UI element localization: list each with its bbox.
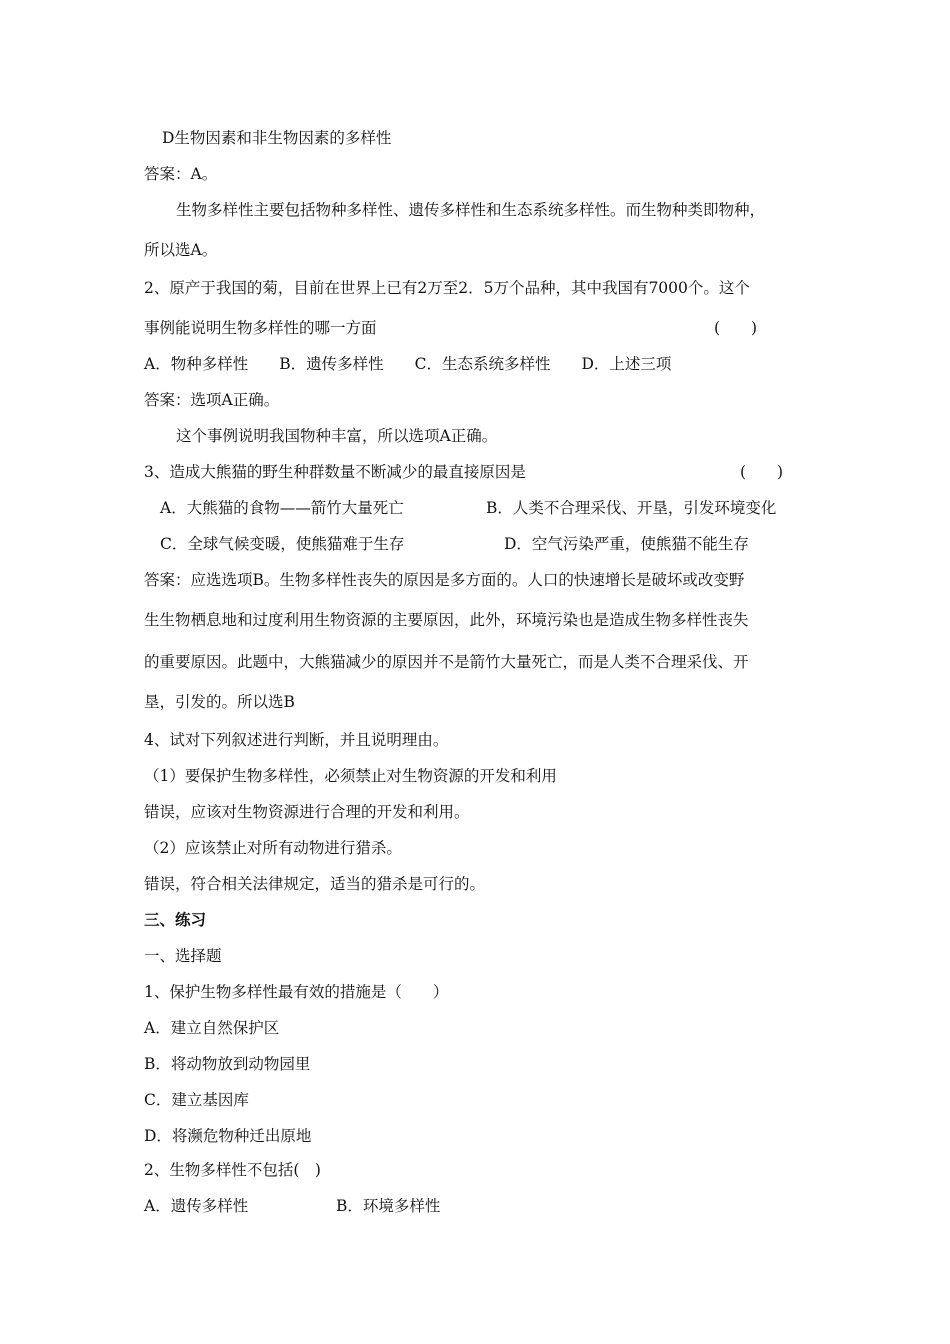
explanation-line: 生物多样性主要包括物种多样性、遗传多样性和生态系统多样性。而生物种类即物种， (176, 201, 766, 219)
explanation-line: 这个事例说明我国物种丰富，所以选项A正确。 (176, 427, 498, 445)
exercise-2-text: 2、生物多样性不包括( ) (144, 1161, 321, 1179)
explanation-line: 垦，引发的。所以选B (144, 693, 295, 711)
question-2-line-1: 2、原产于我国的菊，目前在世界上已有2万至2．5万个品种，其中我国有7000个。这个 (144, 279, 750, 297)
answer-line: 答案：选项A正确。 (144, 391, 280, 409)
explanation-line: 所以选A。 (144, 241, 218, 259)
answer-line: 答案：A。 (144, 165, 218, 183)
question-2-options: A．物种多样性 B．遗传多样性 C．生态系统多样性 D．上述三项 (144, 355, 672, 373)
option-a: A．建立自然保护区 (144, 1019, 280, 1037)
option-b: B．环境多样性 (336, 1197, 441, 1215)
section-heading: 三、练习 (144, 910, 207, 929)
answer-blank: ( ) (714, 319, 758, 337)
option-c: C．全球气候变暖，使熊猫难于生存 (160, 535, 405, 553)
answer-line: 答案：应选选项B。生物多样性丧失的原因是多方面的。人口的快速增长是破坏或改变野 (144, 571, 745, 589)
option-b: B．人类不合理采伐、开垦，引发环境变化 (486, 499, 777, 517)
option-b: B．将动物放到动物园里 (144, 1055, 311, 1073)
question-2-line-2: 事例能说明生物多样性的哪一方面 (144, 319, 377, 337)
statement-1: （1）要保护生物多样性，必须禁止对生物资源的开发和利用 (144, 767, 557, 785)
answer-line: 错误，符合相关法律规定，适当的猎杀是可行的。 (144, 875, 486, 893)
statement-2: （2）应该禁止对所有动物进行猎杀。 (144, 839, 402, 857)
explanation-line: 的重要原因。此题中，大熊猫减少的原因并不是箭竹大量死亡，而是人类不合理采伐、开 (144, 653, 749, 671)
option-d: D．将濒危物种迁出原地 (144, 1127, 312, 1145)
option-a: A．遗传多样性 (144, 1197, 249, 1215)
subsection-heading: 一、选择题 (144, 947, 222, 965)
option-a: A．大熊猫的食物——箭竹大量死亡 (160, 499, 404, 517)
question-3-text: 3、造成大熊猫的野生种群数量不断减少的最直接原因是 (144, 463, 526, 481)
answer-blank: ( ) (740, 463, 784, 481)
question-4-text: 4、试对下列叙述进行判断，并且说明理由。 (144, 731, 449, 749)
option-d: D．空气污染严重，使熊猫不能生存 (504, 535, 749, 553)
explanation-line: 生生物栖息地和过度利用生物资源的主要原因，此外，环境污染也是造成生物多样性丧失 (144, 611, 749, 629)
exercise-1-text: 1、保护生物多样性最有效的措施是（ ） (144, 983, 449, 1001)
answer-line: 错误，应该对生物资源进行合理的开发和利用。 (144, 803, 470, 821)
option-c: C．建立基因库 (144, 1091, 249, 1109)
option-d-text: D生物因素和非生物因素的多样性 (162, 129, 392, 147)
